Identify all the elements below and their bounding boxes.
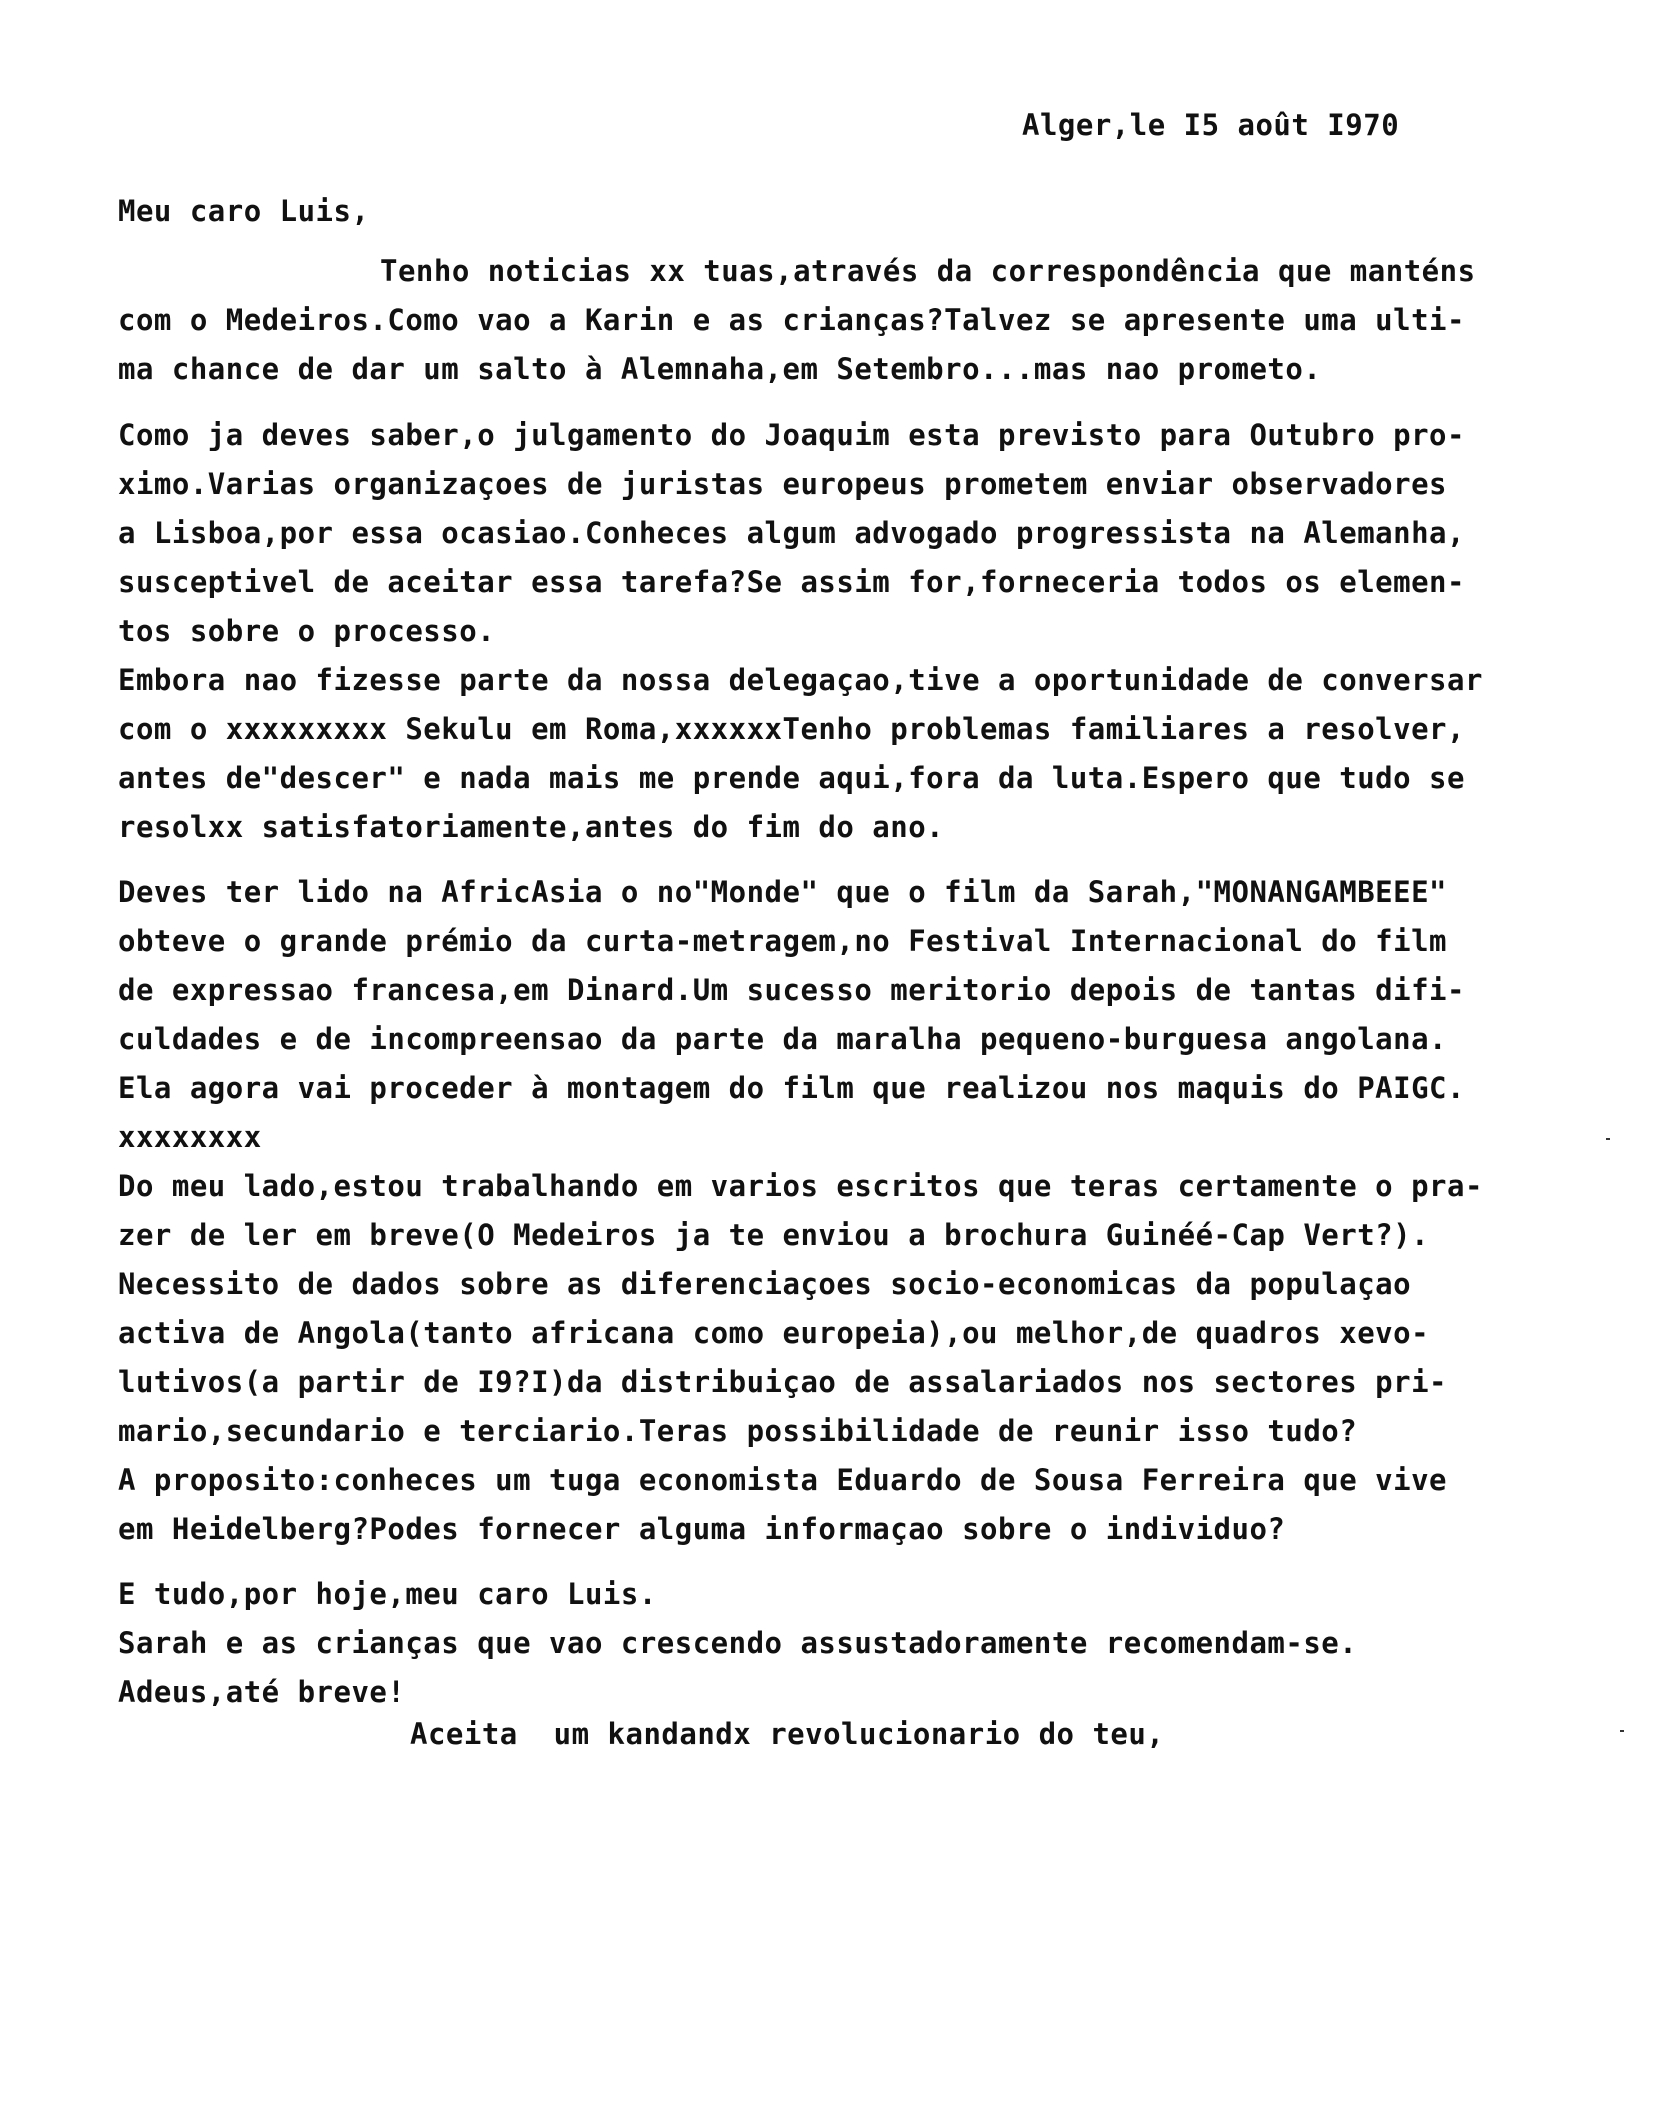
letter-salutation: Meu caro Luis, (118, 194, 370, 228)
text-line: Deves ter lido na AfricAsia o no"Monde" que o film da Sarah,"MONANGAMBEEE" (118, 875, 1448, 909)
text-line: culdades e de incompreensao da parte da maralha pequeno-burguesa angolana. (118, 1022, 1448, 1056)
text-line: a Lisboa,por essa ocasiao.Conheces algum advogado progressista na Alemanha, (118, 516, 1465, 550)
text-line: Tenho noticias xx tuas,através da correspondência que manténs (380, 254, 1476, 288)
text-line: Sarah e as crianças que vao crescendo assustadoramente recomendam-se. (118, 1626, 1358, 1660)
text-line: Necessito de dados sobre as diferenciaçoes socio-economicas da populaçao (118, 1267, 1412, 1301)
text-line: ma chance de dar um salto à Alemnaha,em Setembro...mas nao prometo. (118, 352, 1322, 386)
text-line: em Heidelberg?Podes fornecer alguma informaçao sobre o individuo? (118, 1512, 1286, 1546)
text-line: resolxx satisfatoriamente,antes do fim do ano. (118, 810, 945, 844)
text-line: com o Medeiros.Como vao a Karin e as crianças?Talvez se apresente uma ulti- (118, 303, 1465, 337)
text-line: Adeus,até breve! (118, 1675, 406, 1709)
text-line: susceptivel de aceitar essa tarefa?Se assim for,forneceria todos os elemen- (118, 565, 1465, 599)
letter-dateline: Alger,le I5 août I970 (1022, 108, 1400, 142)
text-line: E tudo,por hoje,meu caro Luis. (118, 1577, 657, 1611)
text-line: Do meu lado,estou trabalhando em varios escritos que teras certamente o pra- (118, 1169, 1483, 1203)
text-line: tos sobre o processo. (118, 614, 496, 648)
text-line: Embora nao fizesse parte da nossa delegaçao,tive a oportunidade de conversar (118, 663, 1483, 697)
text-line: com o xxxxxxxxx Sekulu em Roma,xxxxxxTenho problemas familiares a resolver, (118, 712, 1465, 746)
text-line: Ela agora vai proceder à montagem do film que realizou nos maquis do PAIGC. (118, 1071, 1465, 1105)
text-line: ximo.Varias organizaçoes de juristas europeus prometem enviar observadores (118, 467, 1448, 501)
text-line: lutivos(a partir de I9?I)da distribuiçao de assalariados nos sectores pri- (118, 1365, 1448, 1399)
text-line: zer de ler em breve(O Medeiros ja te enviou a brochura Guinéé-Cap Vert?). (118, 1218, 1430, 1252)
paper-speck (1620, 1730, 1624, 1732)
letter-signoff: Aceita um kandandx revolucionario do teu, (410, 1717, 1165, 1751)
text-line: mario,secundario e terciario.Teras possibilidade de reunir isso tudo? (118, 1414, 1358, 1448)
text-line: activa de Angola(tanto africana como europeia),ou melhor,de quadros xevo- (118, 1316, 1430, 1350)
text-line: antes de"descer" e nada mais me prende aqui,fora da luta.Espero que tudo se (118, 761, 1465, 795)
text-line: de expressao francesa,em Dinard.Um sucesso meritorio depois de tantas difi- (118, 973, 1465, 1007)
text-line: A proposito:conheces um tuga economista Eduardo de Sousa Ferreira que vive (118, 1463, 1448, 1497)
paper-speck (1606, 1138, 1610, 1140)
text-line: xxxxxxxx (118, 1120, 262, 1154)
text-line: obteve o grande prémio da curta-metragem,no Festival Internacional do film (118, 924, 1448, 958)
text-line: Como ja deves saber,o julgamento do Joaquim esta previsto para Outubro pro- (118, 418, 1465, 452)
